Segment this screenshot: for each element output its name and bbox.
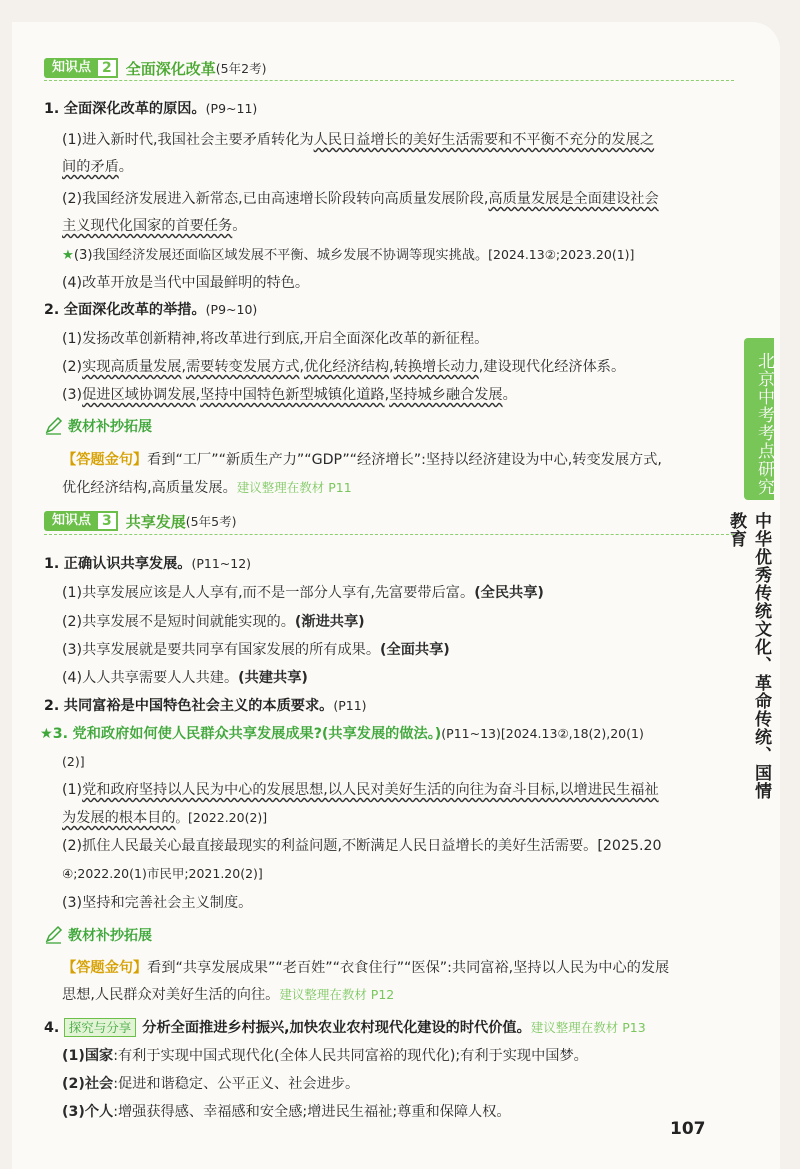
- answer-line: (4)人人共享需要人人共建。(共建共享): [62, 670, 308, 686]
- question-heading-starred: ★3. 党和政府如何使人民群众共享发展成果?(共享发展的做法。)(P11~13)[2024.13②,18(2),20(1): [40, 726, 644, 742]
- answer-line: (3)共享发展就是要共同享有国家发展的所有成果。(全面共享): [62, 642, 450, 658]
- answer-line: (2)抓住人民最关心最直接最现实的利益问题,不断满足人民日益增长的美好生活需要。[2025.20: [62, 838, 662, 854]
- note-text: 建议整理在教材 P12: [279, 987, 395, 1002]
- answer-line: ④;2022.20(1)市民甲;2021.20(2)]: [62, 866, 263, 881]
- section-number: 3: [96, 511, 118, 531]
- answer-line: (3)促进区域协调发展,坚持中国特色新型城镇化道路,坚持城乡融合发展。: [62, 387, 517, 403]
- answer-line: (2)社会:促进和谐稳定、公平正义、社会进步。: [62, 1076, 360, 1092]
- answer-line: (4)改革开放是当代中国最鲜明的特色。: [62, 275, 310, 291]
- answer-line: (2)共享发展不是短时间就能实现的。(渐进共享): [62, 614, 365, 630]
- answer-line: 主义现代化国家的首要任务。: [62, 218, 247, 234]
- side-chapter-tab[interactable]: 北京中考考点研究: [744, 338, 774, 500]
- question-heading: 1. 正确认识共享发展。(P11~12): [44, 556, 252, 572]
- section-exam-count: (5年2考): [215, 61, 267, 76]
- answer-line: (1)发扬改革创新精神,将改革进行到底,开启全面深化改革的新征程。: [62, 331, 489, 347]
- divider: [44, 80, 734, 81]
- answer-line: (2)我国经济发展进入新常态,已由高速增长阶段转向高质量发展阶段,高质量发展是全面建设社会: [62, 191, 659, 207]
- section-badge: 知识点: [44, 58, 96, 78]
- answer-line: (1)共享发展应该是人人享有,而不是一部分人享有,先富要带后富。(全民共享): [62, 585, 544, 601]
- answer-line: (1)进入新时代,我国社会主要矛盾转化为人民日益增长的美好生活需要和不平衡不充分的发展之: [62, 132, 655, 148]
- section-title: 全面深化改革: [125, 59, 216, 78]
- section-number: 2: [96, 58, 118, 78]
- question-heading: 4. 探究与分享 分析全面推进乡村振兴,加快农业农村现代化建设的时代价值。建议整理在教材 P13: [44, 1020, 646, 1036]
- pencil-icon: [44, 416, 64, 436]
- answer-line: 为发展的根本目的。[2022.20(2)]: [62, 810, 268, 826]
- section-title: 共享发展: [125, 512, 186, 531]
- answer-line-starred: ★(3)我国经济发展还面临区域发展不平衡、城乡发展不协调等现实挑战。[2024.13②;2023.20(1)]: [62, 247, 635, 263]
- section-header-kp3: [44, 510, 236, 532]
- page-number: 107: [670, 1119, 706, 1139]
- section-exam-count: (5年5考): [185, 514, 237, 529]
- explore-share-tag: 探究与分享: [64, 1018, 137, 1037]
- note-text: 建议整理在教材 P11: [236, 480, 352, 495]
- answer-sentence: 【答题金句】看到“共享发展成果”“老百姓”“衣食住行”“医保”:共同富裕,坚持以人民为中心的发展: [62, 960, 670, 976]
- answer-sentence: 优化经济结构,高质量发展。建议整理在教材 P11: [62, 480, 352, 496]
- question-heading: 2. 全面深化改革的举措。(P9~10): [44, 302, 258, 318]
- answer-line: (3)个人:增强获得感、幸福感和安全感;增进民生福祉;尊重和保障人权。: [62, 1104, 511, 1120]
- star-icon: ★: [62, 248, 74, 263]
- question-ref-cont: (2)]: [62, 754, 85, 769]
- divider: [44, 534, 734, 535]
- textbook-extension-heading: 教材补抄拓展: [44, 416, 152, 436]
- section-badge: 知识点: [44, 511, 96, 531]
- answer-line: (1)国家:有利于实现中国式现代化(全体人民共同富裕的现代化);有利于实现中国梦。: [62, 1048, 588, 1064]
- side-unit-title: 中华优秀传统文化、革命传统、国情教育: [726, 512, 771, 800]
- section-header-kp2: [44, 57, 266, 79]
- answer-tag: 【答题金句】: [62, 452, 148, 468]
- answer-sentence: 【答题金句】看到“工厂”“新质生产力”“GDP”“经济增长”:坚持以经济建设为中心,转变发展方式,: [62, 452, 662, 468]
- answer-tag: 【答题金句】: [62, 960, 148, 976]
- pencil-icon: [44, 925, 64, 945]
- textbook-extension-heading: 教材补抄拓展: [44, 925, 152, 945]
- question-heading: 2. 共同富裕是中国特色社会主义的本质要求。(P11): [44, 698, 367, 714]
- answer-line: 间的矛盾。: [62, 159, 133, 175]
- note-text: 建议整理在教材 P13: [530, 1020, 646, 1035]
- question-heading: 1. 全面深化改革的原因。(P9~11): [44, 101, 258, 117]
- answer-line: (1)党和政府坚持以人民为中心的发展思想,以人民对美好生活的向往为奋斗目标,以增进民生福祉: [62, 782, 659, 798]
- answer-sentence: 思想,人民群众对美好生活的向往。建议整理在教材 P12: [62, 987, 395, 1003]
- answer-line: (3)坚持和完善社会主义制度。: [62, 895, 253, 911]
- answer-line: (2)实现高质量发展,需要转变发展方式,优化经济结构,转换增长动力,建设现代化经济体系。: [62, 359, 626, 375]
